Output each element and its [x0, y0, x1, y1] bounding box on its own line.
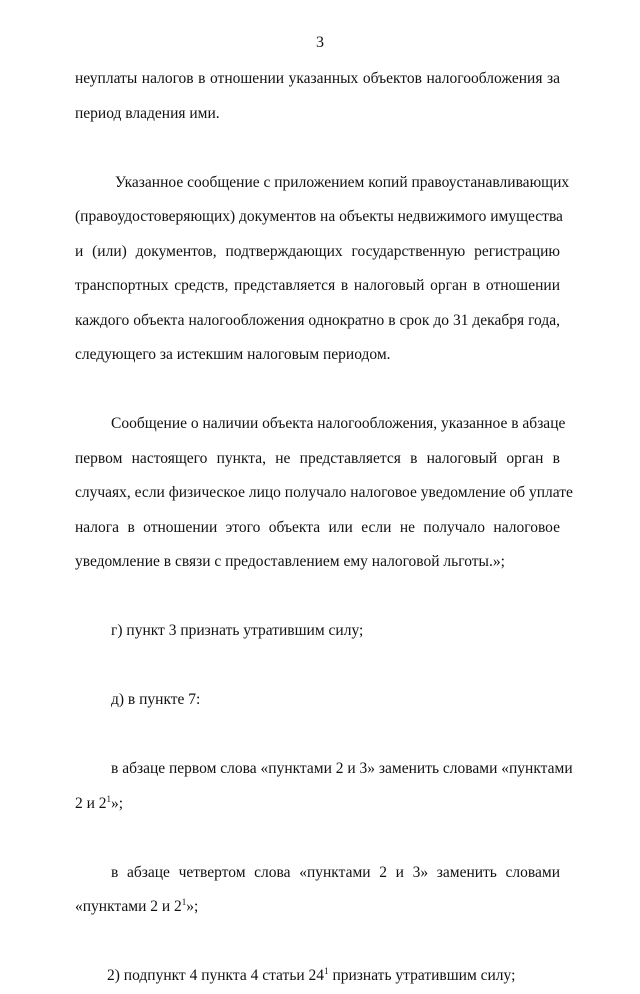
- paragraph-gap: [75, 131, 560, 166]
- text-line: период владения ими.: [75, 104, 220, 122]
- text-line: д) в пункте 7:: [111, 691, 201, 708]
- text-fragment: »;: [186, 898, 199, 915]
- page-number: 3: [316, 34, 324, 51]
- paragraph-item-g: [75, 614, 560, 649]
- paragraph-first-clause-amendment: [75, 752, 573, 821]
- text-line: г) пункт 3 признать утратившим силу;: [111, 622, 364, 639]
- paragraph-exemption: [75, 407, 573, 580]
- text-line: транспортных средств, представляется в налоговый орган в отношении: [75, 277, 560, 294]
- superscript-index: 1: [106, 793, 112, 804]
- text-line: в абзаце четвертом слова «пунктами 2 и 3» заменить словами: [111, 863, 560, 881]
- text-line: в абзаце первом слова «пунктами 2 и 3» заменить словами «пунктами: [111, 760, 573, 777]
- superscript-index: 1: [324, 966, 329, 976]
- text-line: и (или) документов, подтверждающих государственную регистрацию: [75, 242, 560, 260]
- text-line-with-superscript: [75, 787, 560, 822]
- text-fragment: признать утратившим силу;: [328, 967, 516, 984]
- text-line: уведомление в связи с предоставлением ему налоговой льготы.»;: [75, 553, 505, 570]
- paragraph-gap: [75, 821, 560, 856]
- paragraph-continuation: [75, 62, 560, 131]
- document-body: [75, 62, 573, 994]
- paragraph-gap: [75, 925, 560, 960]
- superscript-index: 1: [181, 897, 187, 907]
- text-fragment: »;: [111, 794, 124, 812]
- text-line-with-superscript: [75, 890, 560, 925]
- paragraph-gap: [75, 580, 560, 615]
- paragraph-submission-notice: [75, 166, 570, 373]
- paragraph-item-d: [75, 683, 560, 718]
- paragraph-gap: [75, 649, 560, 684]
- text-line: Указанное сообщение с приложением копий правоустанавливающих: [115, 173, 570, 191]
- text-fragment: 2) подпункт 4 пункта 4 статьи 24: [107, 967, 325, 984]
- text-line: случаях, если физическое лицо получало налоговое уведомление об уплате: [75, 484, 573, 501]
- paragraph-item-2: [75, 959, 560, 994]
- text-line: (правоудостоверяющих) документов на объекты недвижимого имущества: [75, 208, 563, 225]
- text-line: неуплаты налогов в отношении указанных объектов налогообложения за: [75, 70, 560, 87]
- paragraph-gap: [75, 373, 560, 408]
- text-line-with-superscript: [75, 959, 560, 994]
- text-line: каждого объекта налогообложения однократно в срок до 31 декабря года,: [75, 311, 560, 329]
- text-line: Сообщение о наличии объекта налогообложения, указанное в абзаце: [111, 415, 566, 432]
- text-fragment: «пунктами 2 и 2: [75, 898, 182, 915]
- text-line: первом настоящего пункта, не представляется в налоговый орган в: [75, 449, 560, 467]
- paragraph-gap: [75, 718, 560, 753]
- text-fragment: 2 и 2: [75, 794, 107, 812]
- text-line: следующего за истекшим налоговым периодом.: [75, 346, 391, 363]
- paragraph-fourth-clause-amendment: [75, 856, 560, 925]
- text-line: налога в отношении этого объекта или если не получало налоговое: [75, 518, 560, 536]
